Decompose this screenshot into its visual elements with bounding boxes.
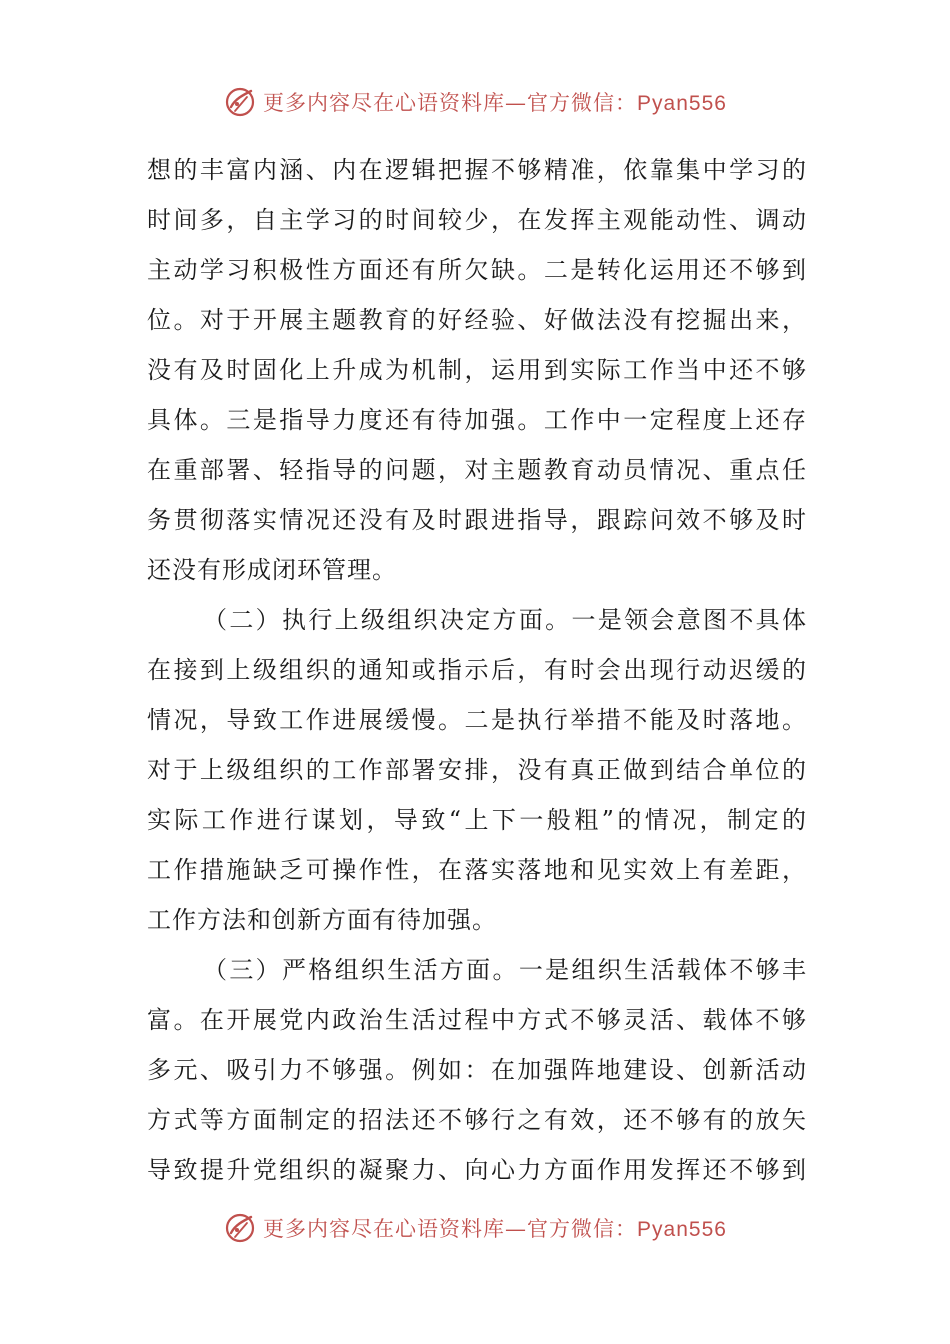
text-line: 工作方法和创新方面有待加强。: [147, 906, 497, 934]
banner-title: 更多内容尽在心语资料库: [263, 91, 506, 115]
text-line: 对于上级组织的工作部署安排，没有真正做到结合单位的: [147, 756, 807, 784]
banner-separator: —: [505, 91, 528, 115]
text-line: 实际工作进行谋划，导致“上下一般粗”的情况，制定的: [147, 806, 807, 834]
section-heading-line: （二）执行上级组织决定方面。一是领会意图不具体: [203, 606, 807, 634]
banner-wechat-id: Pyan556: [637, 1218, 727, 1241]
section-heading-line: （三）严格组织生活方面。一是组织生活载体不够丰: [203, 956, 807, 984]
banner-wechat-id: Pyan556: [637, 92, 727, 115]
text-line: 在接到上级组织的通知或指示后，有时会出现行动迟缓的: [147, 656, 807, 684]
header-banner: [0, 82, 950, 122]
text-line: 主动学习积极性方面还有所欠缺。二是转化运用还不够到: [147, 256, 807, 284]
text-line: 多元、吸引力不够强。例如：在加强阵地建设、创新活动: [147, 1056, 807, 1084]
text-line: 情况，导致工作进展缓慢。二是执行举措不能及时落地。: [147, 706, 807, 734]
text-line: 想的丰富内涵、内在逻辑把握不够精准，依靠集中学习的: [147, 156, 807, 184]
text-line: 方式等方面制定的招法还不够行之有效，还不够有的放矢: [147, 1106, 807, 1134]
text-line: 富。在开展党内政治生活过程中方式不够灵活、载体不够: [147, 1006, 807, 1034]
text-line: 工作措施缺乏可操作性，在落实落地和见实效上有差距，: [147, 856, 807, 884]
text-line: 在重部署、轻指导的问题，对主题教育动员情况、重点任: [147, 456, 807, 484]
text-line: 位。对于开展主题教育的好经验、好做法没有挖掘出来，: [147, 306, 807, 334]
text-line: 还没有形成闭环管理。: [147, 556, 397, 584]
banner-separator: —: [505, 1217, 528, 1241]
footer-banner: [0, 1208, 950, 1248]
text-line: 具体。三是指导力度还有待加强。工作中一定程度上还存: [147, 406, 807, 434]
document-body: [147, 145, 807, 1195]
banner-title: 更多内容尽在心语资料库: [263, 1217, 506, 1241]
banner-wechat-label: 官方微信：: [527, 91, 638, 115]
text-line: 时间多，自主学习的时间较少，在发挥主观能动性、调动: [147, 206, 807, 234]
text-line: 没有及时固化上升成为机制，运用到实际工作当中还不够: [147, 356, 807, 384]
banner-wechat-label: 官方微信：: [527, 1217, 638, 1241]
text-line: 导致提升党组织的凝聚力、向心力方面作用发挥还不够到: [147, 1156, 807, 1184]
pen-circle-icon: [223, 85, 257, 119]
pen-circle-icon: [223, 1211, 257, 1245]
footer-banner-text: [263, 1213, 727, 1243]
header-banner-text: [263, 87, 727, 117]
text-line: 务贯彻落实情况还没有及时跟进指导，跟踪问效不够及时: [147, 506, 807, 534]
